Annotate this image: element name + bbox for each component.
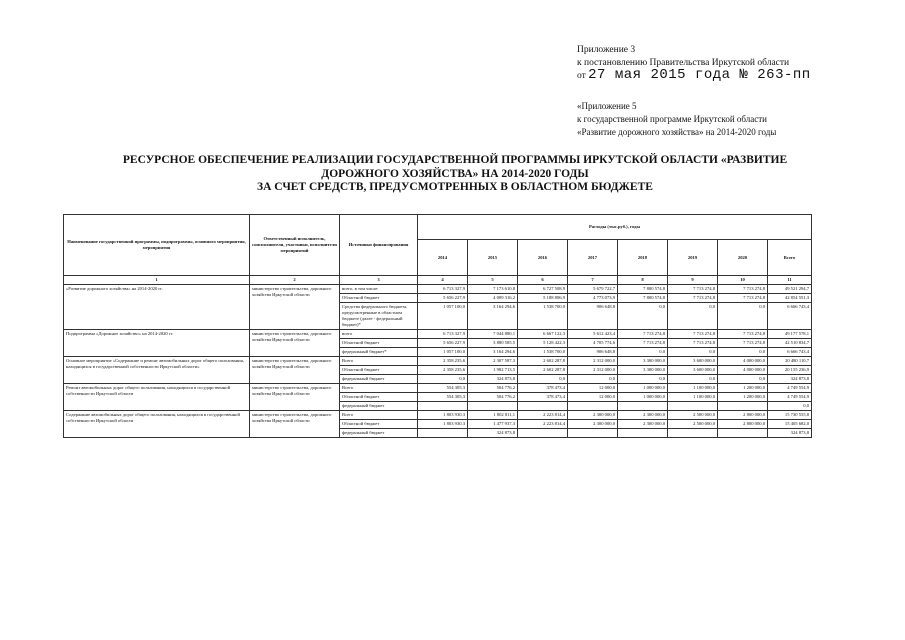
year-value-cell: 0,0 bbox=[518, 375, 568, 384]
table-row bbox=[64, 330, 812, 339]
source-cell: федеральный бюджет bbox=[340, 375, 418, 384]
source-cell: Областной бюджет bbox=[340, 294, 418, 303]
year-value-cell: 2 312 000,0 bbox=[568, 366, 618, 375]
total-value-cell: 4 749 554,9 bbox=[768, 384, 812, 393]
source-cell: всего, в том числе: bbox=[340, 285, 418, 294]
year-value-cell: 0,0 bbox=[618, 303, 668, 330]
year-value-cell: 6 713 327,9 bbox=[418, 330, 468, 339]
total-value-cell: 15 730 555,8 bbox=[768, 411, 812, 420]
year-value-cell: 378 473,4 bbox=[518, 393, 568, 402]
year-value-cell: 7 713 274,8 bbox=[718, 294, 768, 303]
year-value-cell: 2 300 000,0 bbox=[618, 420, 668, 429]
year-value-cell: 1 802 811,1 bbox=[468, 411, 518, 420]
year-value-cell: 0,0 bbox=[618, 348, 668, 357]
header-year: 2014 bbox=[418, 240, 468, 276]
total-value-cell: 6 666 743,4 bbox=[768, 303, 812, 330]
year-value-cell bbox=[618, 429, 668, 438]
column-index: 6 bbox=[518, 276, 568, 285]
table-row bbox=[64, 411, 812, 420]
year-value-cell: 0,0 bbox=[668, 375, 718, 384]
source-cell: Областной бюджет bbox=[340, 366, 418, 375]
year-value-cell: 504 776,2 bbox=[468, 384, 518, 393]
executor-cell: министерство строительства, дорожного хозяйства Иркутской области bbox=[250, 285, 340, 330]
year-value-cell: 1 538 700,0 bbox=[518, 348, 568, 357]
year-value-cell bbox=[718, 402, 768, 411]
year-value-cell: 2 300 000,0 bbox=[618, 411, 668, 420]
source-cell: федеральный бюджет bbox=[340, 402, 418, 411]
year-value-cell: 2 307 587,3 bbox=[468, 357, 518, 366]
year-value-cell: 7 713 274,8 bbox=[618, 339, 668, 348]
year-value-cell: 1 100 000,0 bbox=[668, 384, 718, 393]
column-index: 1 bbox=[64, 276, 250, 285]
total-value-cell: 20 480 110,7 bbox=[768, 357, 812, 366]
total-value-cell: 15 405 682,0 bbox=[768, 420, 812, 429]
year-value-cell: 554 305,3 bbox=[418, 393, 468, 402]
table-row bbox=[64, 384, 812, 393]
appendix-block bbox=[577, 44, 811, 83]
total-value-cell: 324 873,8 bbox=[768, 375, 812, 384]
year-value-cell: 3 164 294,6 bbox=[468, 303, 518, 330]
year-value-cell bbox=[518, 429, 568, 438]
year-value-cell: 1 982 713,5 bbox=[468, 366, 518, 375]
source-cell: Средства федерального бюджета, предусмотренные в областном бюджете (далее - федеральный бюджет)* bbox=[340, 303, 418, 330]
source-cell: федеральный бюджет* bbox=[340, 348, 418, 357]
total-value-cell: 49 521 294,7 bbox=[768, 285, 812, 294]
total-value-cell: 42 510 834,7 bbox=[768, 339, 812, 348]
year-value-cell: 5 612 423,4 bbox=[568, 330, 618, 339]
year-value-cell bbox=[568, 402, 618, 411]
title-line-3: ЗА СЧЕТ СРЕДСТВ, ПРЕДУСМОТРЕННЫХ В ОБЛАСТНОМ БЮДЖЕТЕ bbox=[257, 181, 653, 193]
year-value-cell: 7 713 274,8 bbox=[668, 285, 718, 294]
header-row-1 bbox=[64, 215, 812, 240]
year-value-cell: 1 057 100,0 bbox=[418, 348, 468, 357]
year-value-cell: 2 500 000,0 bbox=[668, 411, 718, 420]
year-value-cell: 2 358 235,6 bbox=[418, 357, 468, 366]
column-index: 2 bbox=[250, 276, 340, 285]
appendix-line-1: Приложение 3 bbox=[577, 45, 636, 55]
year-value-cell: 4 705 774,6 bbox=[568, 339, 618, 348]
title-line-2: ДОРОЖНОГО ХОЗЯЙСТВА» НА 2014-2020 ГОДЫ bbox=[321, 167, 589, 180]
source-cell: федеральный бюджет bbox=[340, 429, 418, 438]
year-value-cell: 2 312 000,0 bbox=[568, 357, 618, 366]
column-index: 9 bbox=[668, 276, 718, 285]
column-index: 8 bbox=[618, 276, 668, 285]
header-year: 2016 bbox=[518, 240, 568, 276]
year-value-cell: 2 223 814,4 bbox=[518, 411, 568, 420]
executor-cell: министерство строительства, дорожного хозяйства Иркутской области bbox=[250, 384, 340, 411]
appendix-date-line bbox=[577, 69, 811, 83]
header-year-total: Всего bbox=[768, 240, 812, 276]
year-value-cell: 0,0 bbox=[568, 375, 618, 384]
year-value-cell: 1 200 000,0 bbox=[718, 384, 768, 393]
year-value-cell: 2 223 814,4 bbox=[518, 420, 568, 429]
executor-cell: министерство строительства, дорожного хозяйства Иркутской области bbox=[250, 411, 340, 438]
year-value-cell: 4 000 000,0 bbox=[718, 357, 768, 366]
year-value-cell: 0,0 bbox=[718, 348, 768, 357]
year-value-cell: 5 656 227,9 bbox=[418, 339, 468, 348]
year-value-cell: 3 880 585,5 bbox=[468, 339, 518, 348]
year-value-cell: 3 164 294,6 bbox=[468, 348, 518, 357]
year-value-cell: 6 713 327,9 bbox=[418, 285, 468, 294]
title-line-1: РЕСУРСНОЕ ОБЕСПЕЧЕНИЕ РЕАЛИЗАЦИИ ГОСУДАРСТВЕННОЙ ПРОГРАММЫ ИРКУТСКОЙ ОБЛАСТИ «РАЗВИТИЕ bbox=[122, 154, 788, 166]
total-value-cell: 6 666 743,4 bbox=[768, 348, 812, 357]
year-value-cell: 7 173 610,8 bbox=[468, 285, 518, 294]
header-name: Наименование государственной программы, подпрограммы, основного мероприятия, мероприятия bbox=[64, 215, 250, 276]
appendix2-line-3: «Развитие дорожного хозяйства» на 2014-2020 годы bbox=[577, 127, 777, 137]
year-value-cell: 504 776,2 bbox=[468, 393, 518, 402]
year-value-cell: 2 602 287,8 bbox=[518, 366, 568, 375]
header-year: 2020 bbox=[718, 240, 768, 276]
year-value-cell: 3 600 000,0 bbox=[668, 366, 718, 375]
year-value-cell: 5 128 422,3 bbox=[518, 339, 568, 348]
year-value-cell bbox=[718, 429, 768, 438]
year-value-cell: 0,0 bbox=[718, 375, 768, 384]
year-value-cell: 324 873,8 bbox=[468, 375, 518, 384]
year-value-cell: 1 100 000,0 bbox=[668, 393, 718, 402]
year-value-cell: 2 800 000,0 bbox=[718, 420, 768, 429]
year-value-cell bbox=[568, 429, 618, 438]
year-value-cell bbox=[668, 429, 718, 438]
appendix2-block bbox=[577, 100, 776, 139]
column-index: 3 bbox=[340, 276, 418, 285]
year-value-cell: 7 713 274,8 bbox=[668, 294, 718, 303]
date-stamp: 27 мая 2015 года № 263-пп bbox=[588, 67, 811, 83]
year-value-cell: 0,0 bbox=[668, 348, 718, 357]
table-row bbox=[64, 285, 812, 294]
year-value-cell: 1 803 930,3 bbox=[418, 420, 468, 429]
year-value-cell: 1 200 000,0 bbox=[718, 393, 768, 402]
year-value-cell: 4 009 316,2 bbox=[468, 294, 518, 303]
year-value-cell: 0,0 bbox=[418, 375, 468, 384]
column-index: 10 bbox=[718, 276, 768, 285]
year-value-cell: 5 679 722,7 bbox=[568, 285, 618, 294]
header-executor: Ответственный исполнитель, соисполнители, участники, исполнители мероприятий bbox=[250, 215, 340, 276]
year-value-cell: 2 602 287,8 bbox=[518, 357, 568, 366]
year-value-cell: 1 000 000,0 bbox=[618, 384, 668, 393]
program-name-cell: Ремонт автомобильных дорог общего пользования, находящихся в государственной собственности Иркутской области bbox=[64, 384, 250, 411]
year-value-cell: 6 727 508,9 bbox=[518, 285, 568, 294]
source-cell: Областной бюджет bbox=[340, 393, 418, 402]
year-value-cell bbox=[418, 429, 468, 438]
total-value-cell: 0,0 bbox=[768, 402, 812, 411]
year-value-cell: 0,0 bbox=[718, 303, 768, 330]
year-value-cell: 5 188 806,9 bbox=[518, 294, 568, 303]
from-label: от bbox=[577, 71, 586, 81]
executor-cell: министерство строительства, дорожного хозяйства Иркутской области bbox=[250, 357, 340, 384]
year-value-cell: 554 305,3 bbox=[418, 384, 468, 393]
source-cell: Областной бюджет bbox=[340, 339, 418, 348]
total-value-cell: 324 873,8 bbox=[768, 429, 812, 438]
year-value-cell: 2 300 000,0 bbox=[568, 411, 618, 420]
year-value-cell: 1 477 937,3 bbox=[468, 420, 518, 429]
year-value-cell: 4 773 073,9 bbox=[568, 294, 618, 303]
column-index: 4 bbox=[418, 276, 468, 285]
year-value-cell: 5 656 227,9 bbox=[418, 294, 468, 303]
year-value-cell: 7 800 574,8 bbox=[618, 285, 668, 294]
year-value-cell: 3 600 000,0 bbox=[668, 357, 718, 366]
year-value-cell: 6 667 122,3 bbox=[518, 330, 568, 339]
year-value-cell bbox=[468, 402, 518, 411]
year-value-cell bbox=[668, 402, 718, 411]
year-value-cell: 7 713 274,8 bbox=[618, 330, 668, 339]
year-value-cell: 0,0 bbox=[668, 303, 718, 330]
year-value-cell: 7 713 274,8 bbox=[668, 339, 718, 348]
year-value-cell: 1 000 000,0 bbox=[618, 393, 668, 402]
total-value-cell: 20 155 236,9 bbox=[768, 366, 812, 375]
year-value-cell: 12 000,0 bbox=[568, 384, 618, 393]
table-row bbox=[64, 357, 812, 366]
year-value-cell: 2 800 000,0 bbox=[718, 411, 768, 420]
header-year: 2019 bbox=[668, 240, 718, 276]
column-index-row bbox=[64, 276, 812, 285]
year-value-cell: 2 500 000,0 bbox=[668, 420, 718, 429]
header-year: 2015 bbox=[468, 240, 518, 276]
year-value-cell: 12 000,0 bbox=[568, 393, 618, 402]
year-value-cell: 1 057 100,0 bbox=[418, 303, 468, 330]
year-value-cell: 3 300 000,0 bbox=[618, 366, 668, 375]
year-value-cell bbox=[518, 402, 568, 411]
year-value-cell: 906 648,8 bbox=[568, 303, 618, 330]
header-expenses: Расходы (тыс.руб.), годы bbox=[418, 215, 812, 240]
header-year: 2017 bbox=[568, 240, 618, 276]
program-name-cell: Содержание автомобильных дорог общего пользования, находящихся в государственной собственности Иркутской области bbox=[64, 411, 250, 438]
year-value-cell: 7 800 574,8 bbox=[618, 294, 668, 303]
year-value-cell: 7 713 274,8 bbox=[718, 330, 768, 339]
year-value-cell: 2 300 000,0 bbox=[568, 420, 618, 429]
year-value-cell bbox=[418, 402, 468, 411]
source-cell: всего bbox=[340, 330, 418, 339]
year-value-cell: 2 358 235,6 bbox=[418, 366, 468, 375]
program-name-cell: «Развитие дорожного хозяйства» на 2014-2020 гг. bbox=[64, 285, 250, 330]
column-index: 7 bbox=[568, 276, 618, 285]
resource-table bbox=[63, 214, 812, 438]
year-value-cell: 378 473,4 bbox=[518, 384, 568, 393]
total-value-cell: 4 749 554,9 bbox=[768, 393, 812, 402]
year-value-cell: 7 044 880,1 bbox=[468, 330, 518, 339]
total-value-cell: 42 854 551,3 bbox=[768, 294, 812, 303]
column-index: 11 bbox=[768, 276, 812, 285]
appendix2-line-2: к государственной программе Иркутской области bbox=[577, 114, 768, 124]
year-value-cell: 3 300 000,0 bbox=[618, 357, 668, 366]
year-value-cell: 7 713 274,8 bbox=[668, 330, 718, 339]
document-title bbox=[95, 154, 815, 195]
year-value-cell: 906 648,8 bbox=[568, 348, 618, 357]
header-source: Источники финансирования bbox=[340, 215, 418, 276]
year-value-cell: 4 000 000,0 bbox=[718, 366, 768, 375]
year-value-cell: 7 713 274,8 bbox=[718, 339, 768, 348]
year-value-cell: 1 803 930,3 bbox=[418, 411, 468, 420]
appendix-line-2: к постановлению Правительства Иркутской области bbox=[577, 57, 790, 68]
year-value-cell bbox=[618, 402, 668, 411]
program-name-cell: Основное мероприятие «Содержание и ремонт автомобильных дорог общего пользования, находящихся в государственной собственности Иркутской области» bbox=[64, 357, 250, 384]
source-cell: Областной бюджет bbox=[340, 420, 418, 429]
year-value-cell: 1 538 700,0 bbox=[518, 303, 568, 330]
program-name-cell: Подпрограмма «Дорожное хозяйство» на 2014-2020 гг. bbox=[64, 330, 250, 357]
executor-cell: министерство строительства, дорожного хозяйства Иркутской области bbox=[250, 330, 340, 357]
header-year: 2018 bbox=[618, 240, 668, 276]
year-value-cell: 324 873,8 bbox=[468, 429, 518, 438]
source-cell: Всего bbox=[340, 357, 418, 366]
source-cell: Всего bbox=[340, 384, 418, 393]
year-value-cell: 0,0 bbox=[618, 375, 668, 384]
appendix2-line-1: «Приложение 5 bbox=[577, 101, 637, 111]
column-index: 5 bbox=[468, 276, 518, 285]
source-cell: Всего bbox=[340, 411, 418, 420]
year-value-cell: 7 713 274,8 bbox=[718, 285, 768, 294]
total-value-cell: 49 177 578,1 bbox=[768, 330, 812, 339]
